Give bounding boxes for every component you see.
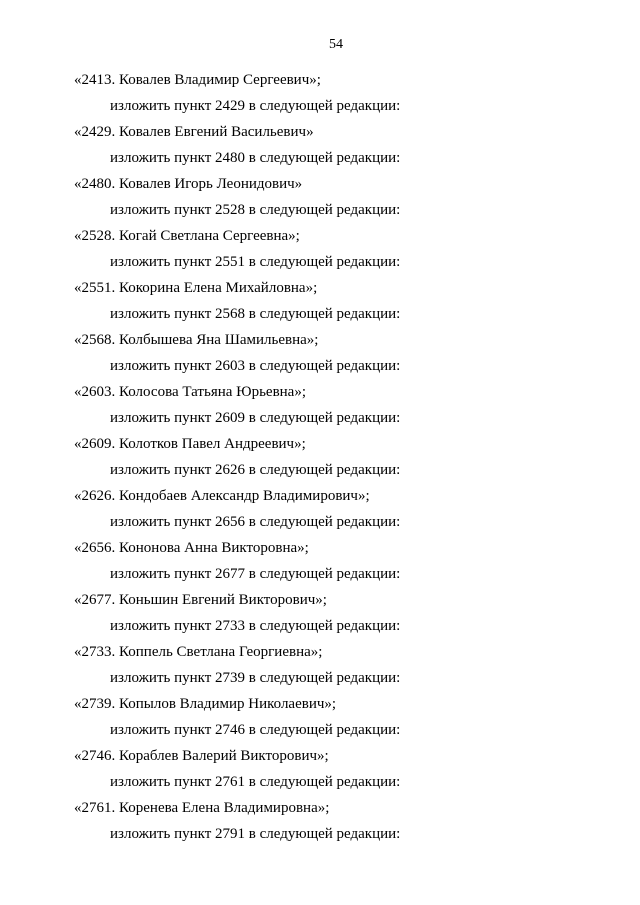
instruction-line: изложить пункт 2528 в следующей редакции:	[110, 202, 401, 218]
list-entry-line: «2603. Колосова Татьяна Юрьевна»;	[74, 384, 307, 400]
instruction-line: изложить пункт 2551 в следующей редакции:	[110, 254, 401, 270]
list-entry-line: «2626. Кондобаев Александр Владимирович»;	[74, 488, 370, 504]
instruction-line: изложить пункт 2791 в следующей редакции:	[110, 826, 401, 842]
list-entry-line: «2739. Копылов Владимир Николаевич»;	[74, 696, 337, 712]
list-entry-line: «2551. Кокорина Елена Михайловна»;	[74, 280, 318, 296]
list-entry-line: «2656. Кононова Анна Викторовна»;	[74, 540, 309, 556]
page-number: 54	[329, 37, 343, 52]
document-body	[0, 70, 640, 850]
list-entry-line: «2733. Коппель Светлана Георгиевна»;	[74, 644, 323, 660]
instruction-line: изложить пункт 2480 в следующей редакции:	[110, 150, 401, 166]
instruction-line: изложить пункт 2739 в следующей редакции:	[110, 670, 401, 686]
instruction-line: изложить пункт 2746 в следующей редакции:	[110, 722, 401, 738]
instruction-line: изложить пункт 2656 в следующей редакции:	[110, 514, 401, 530]
instruction-line: изложить пункт 2429 в следующей редакции:	[110, 98, 401, 114]
list-entry-line: «2761. Коренева Елена Владимировна»;	[74, 800, 330, 816]
instruction-line: изложить пункт 2761 в следующей редакции:	[110, 774, 401, 790]
instruction-line: изложить пункт 2568 в следующей редакции:	[110, 306, 401, 322]
list-entry-line: «2746. Кораблев Валерий Викторович»;	[74, 748, 329, 764]
list-entry-line: «2568. Колбышева Яна Шамильевна»;	[74, 332, 319, 348]
instruction-line: изложить пункт 2677 в следующей редакции:	[110, 566, 401, 582]
list-entry-line: «2677. Коньшин Евгений Викторович»;	[74, 592, 327, 608]
instruction-line: изложить пункт 2603 в следующей редакции:	[110, 358, 401, 374]
instruction-line: изложить пункт 2609 в следующей редакции:	[110, 410, 401, 426]
list-entry-line: «2413. Ковалев Владимир Сергеевич»;	[74, 72, 321, 88]
list-entry-line: «2480. Ковалев Игорь Леонидович»	[74, 176, 303, 192]
list-entry-line: «2609. Колотков Павел Андреевич»;	[74, 436, 306, 452]
instruction-line: изложить пункт 2626 в следующей редакции:	[110, 462, 401, 478]
instruction-line: изложить пункт 2733 в следующей редакции:	[110, 618, 401, 634]
list-entry-line: «2429. Ковалев Евгений Васильевич»	[74, 124, 314, 140]
list-entry-line: «2528. Когай Светлана Сергеевна»;	[74, 228, 300, 244]
